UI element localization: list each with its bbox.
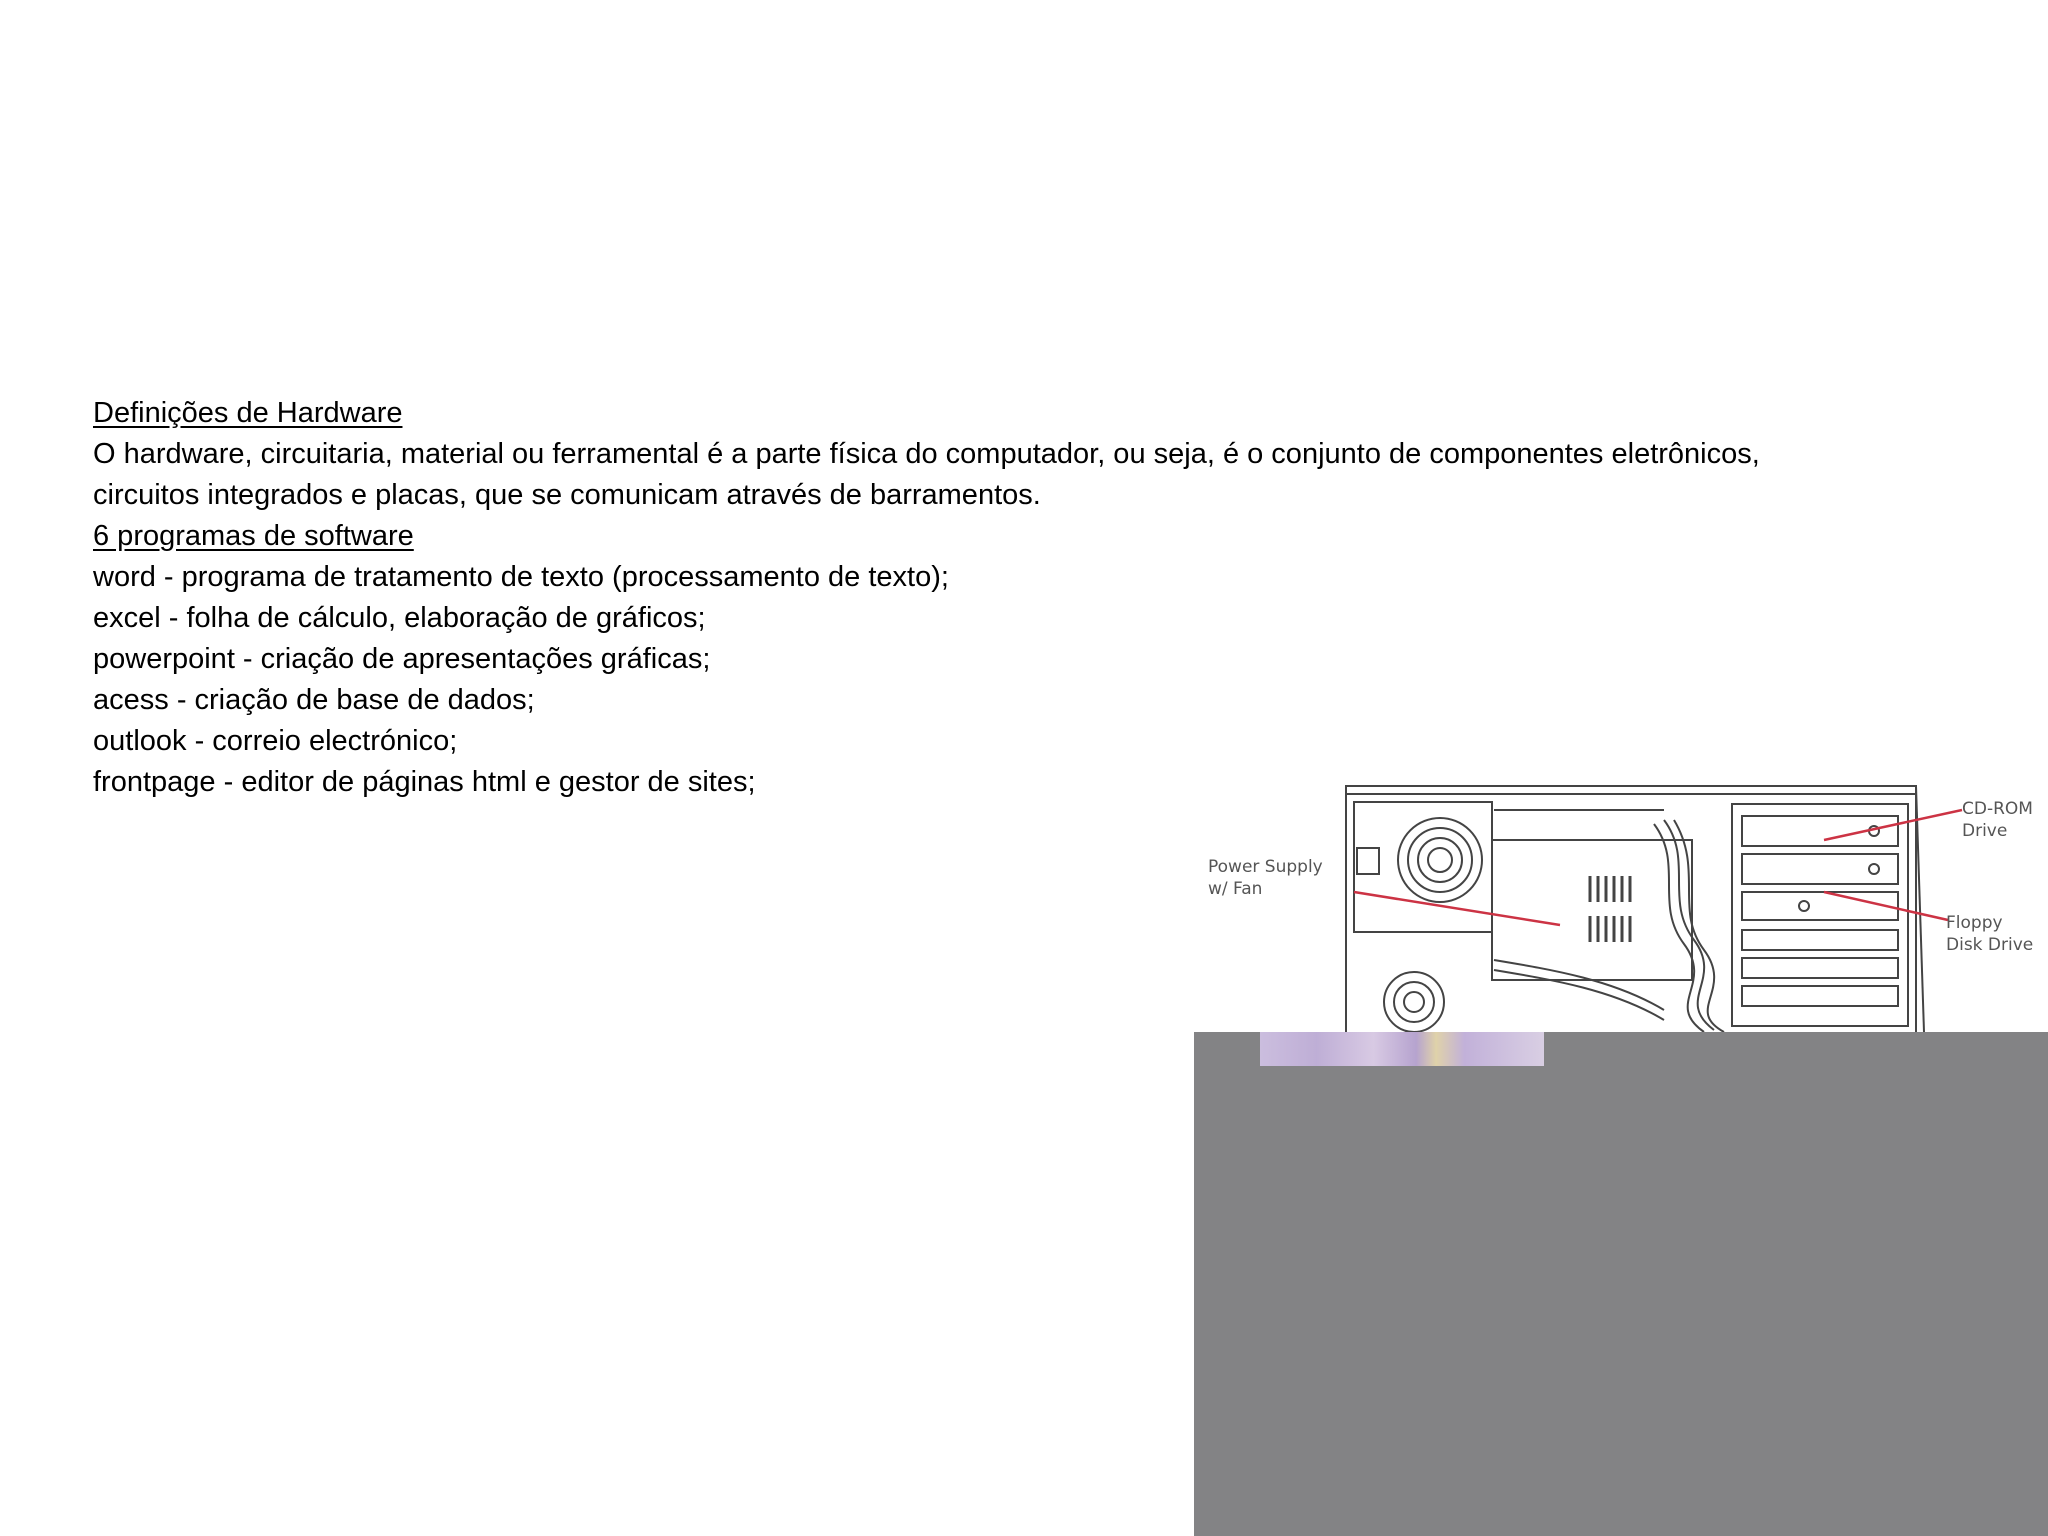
- label-power-supply: Power Supply w/ Fan: [1208, 857, 1323, 899]
- program-item-frontpage: frontpage - editor de páginas html e gestor de sites;: [93, 766, 756, 798]
- image-corruption-overlay: [1194, 1032, 2048, 1536]
- heading-software-programs: 6 programas de software: [93, 520, 414, 552]
- program-item-outlook: outlook - correio electrónico;: [93, 725, 458, 757]
- label-cdrom-drive: CD-ROM Drive: [1962, 799, 2033, 841]
- psu-fan: [1398, 818, 1482, 902]
- internal-frame: [1492, 840, 1692, 980]
- floppy-drive-bay: [1742, 892, 1898, 920]
- power-supply-callout: [1354, 892, 1560, 925]
- cdrom-drive-bay: [1742, 816, 1898, 846]
- label-floppy-disk-drive: Floppy Disk Drive: [1946, 913, 2034, 955]
- floppy-callout: [1824, 892, 1948, 920]
- power-socket: [1357, 848, 1379, 874]
- program-item-access: acess - criação de base de dados;: [93, 684, 535, 716]
- case-outline: [1346, 786, 1916, 1036]
- cdrom-callout: [1824, 810, 1962, 840]
- drive-bay-cage: [1732, 804, 1908, 1026]
- slide-text-body: [93, 393, 2013, 803]
- hardware-definition-line-2: circuitos integrados e placas, que se comunicam através de barramentos.: [93, 479, 1041, 511]
- heading-hardware-definitions: Definições de Hardware: [93, 397, 403, 429]
- hardware-definition-line-1: O hardware, circuitaria, material ou ferramental é a parte física do computador, ou seja, é o conjunto de componentes eletrônicos,: [93, 438, 1760, 470]
- program-item-word: word - programa de tratamento de texto (processamento de texto);: [93, 561, 949, 593]
- image-corruption-strip: [1260, 1032, 1544, 1066]
- computer-case-diagram: [1194, 780, 2048, 1536]
- program-item-excel: excel - folha de cálculo, elaboração de gráficos;: [93, 602, 706, 634]
- program-item-powerpoint: powerpoint - criação de apresentações gráficas;: [93, 643, 711, 675]
